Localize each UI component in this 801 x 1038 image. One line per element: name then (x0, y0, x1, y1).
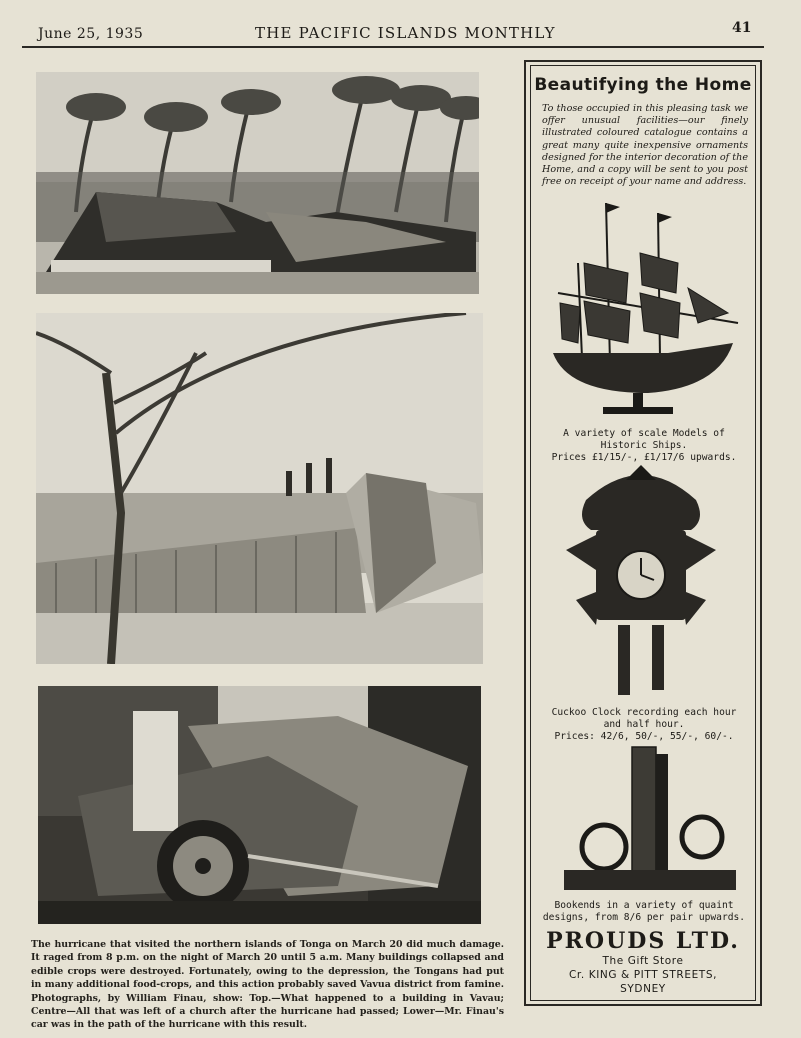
ship-caption-line1: A variety of scale Models of (563, 428, 725, 439)
ship-caption-line2: Historic Ships. (600, 440, 688, 451)
bookends-caption (534, 900, 754, 924)
header-rule (22, 46, 764, 48)
bookends-icon (562, 742, 738, 898)
ad-intro-text: To those occupied in this pleasing task we offer unusual facilities—our finely illustrated coloured catalogue contains a great many quite inexpensive ornaments designed for the interior decoration of the Home, and a copy will be sent to you post free on receipt of your name and address. (542, 103, 748, 188)
photo-lower-wrecked-car (38, 686, 481, 924)
destroyed-building-icon (36, 72, 479, 294)
cuckoo-clock-icon (566, 460, 716, 702)
ship-caption-line3: Prices £1/15/-, £1/17/6 upwards. (551, 452, 737, 463)
store-address: Cr. KING & PITT STREETS, (568, 969, 718, 981)
wrecked-car-icon (38, 686, 481, 924)
clock-caption-line2: and half hour. (603, 719, 685, 730)
page-number: 41 (732, 20, 752, 36)
ship-model-caption (534, 428, 754, 464)
bookends-caption-line2: designs, from 8/6 per pair upwards. (542, 912, 746, 923)
ad-headline: Beautifying the Home (534, 75, 752, 95)
photo-centre-collapsed-church (36, 313, 483, 664)
ship-model-icon (548, 193, 744, 423)
collapsed-church-icon (36, 313, 483, 664)
issue-date: June 25, 1935 (38, 26, 144, 42)
clock-caption-line1: Cuckoo Clock recording each hour (551, 707, 737, 718)
bookends-caption-line1: Bookends in a variety of quaint (554, 900, 734, 911)
photo-caption: The hurricane that visited the northern islands of Tonga on March 20 did much damage. It raged from 8 p.m. on the night of March 20 until 5 a.m. Many buildings collapsed and edible crops were destroyed. Fortunately, owing to the depression, the Tongans had put in many additional food-crops, and this action probably saved Vavua district from famine. Photographs, by William Finau, show: Top.—What happened to a building in Vavau; Centre—All that was left of a church after the hurricane had passed; Lower—Mr. Finau's car was in the path of the hurricane with this result. (31, 939, 504, 1031)
store-name: The Gift Store (602, 955, 684, 967)
publication-title: THE PACIFIC ISLANDS MONTHLY (255, 24, 556, 42)
clock-caption-line3: Prices: 42/6, 50/-, 55/-, 60/-. (554, 731, 734, 742)
store-city: SYDNEY (620, 983, 666, 995)
advertiser-brand: PROUDS LTD. (546, 928, 740, 954)
photo-top-destroyed-building (36, 72, 479, 294)
cuckoo-clock-caption (534, 707, 754, 743)
